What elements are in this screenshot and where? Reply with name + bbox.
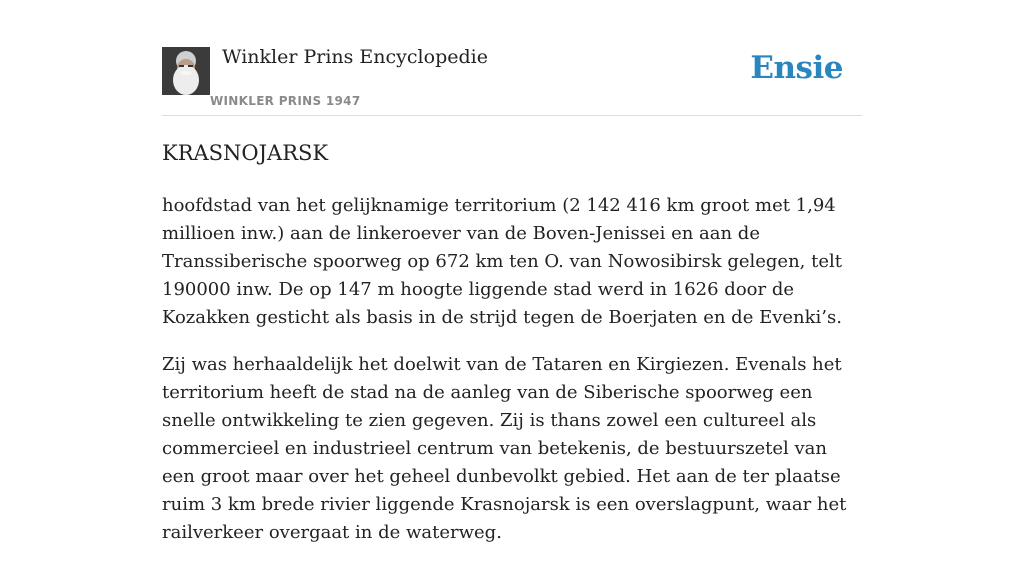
article-paragraph: Zij was herhaaldelijk het doelwit van de Tataren en Kirgiezen. Evenals het territorium heeft de stad na de aanleg van de Siberische spoorweg een snelle ontwikkeling te zien gegeven. Zij is thans zowel een cultureel als commercieel en industrieel centrum van betekenis, de bestuurszetel van een groot maar over het geheel dunbevolkt gebied. Het aan de ter plaatse ruim 3 km brede rivier liggende Krasnojarsk is een overslagpunt, waar het railverkeer overgaat in de waterweg. xyxy=(162,354,847,543)
publication-header xyxy=(162,40,862,116)
article-paragraph: hoofdstad van het gelijknamige territorium (2 142 416 km groot met 1,94 millioen inw.) aan de linkeroever van de Boven-Jenissei en aan de Transsiberische spoorweg op 672 km ten O. van Nowosibirsk gelegen, telt 190000 inw. De op 147 m hoogte liggende stad werd in 1626 door de Kozakken gesticht als basis in de strijd tegen de Boerjaten en de Evenki’s. xyxy=(162,195,842,328)
bearded-man-portrait-icon xyxy=(162,47,210,95)
publication-subtitle: WINKLER PRINS 1947 xyxy=(210,94,361,108)
ensie-logo-link[interactable]: Ensie xyxy=(750,50,843,86)
publication-title[interactable]: Winkler Prins Encyclopedie xyxy=(222,46,488,68)
publication-avatar[interactable] xyxy=(162,47,210,95)
article-body xyxy=(162,192,862,566)
article-title: KRASNOJARSK xyxy=(162,141,329,165)
